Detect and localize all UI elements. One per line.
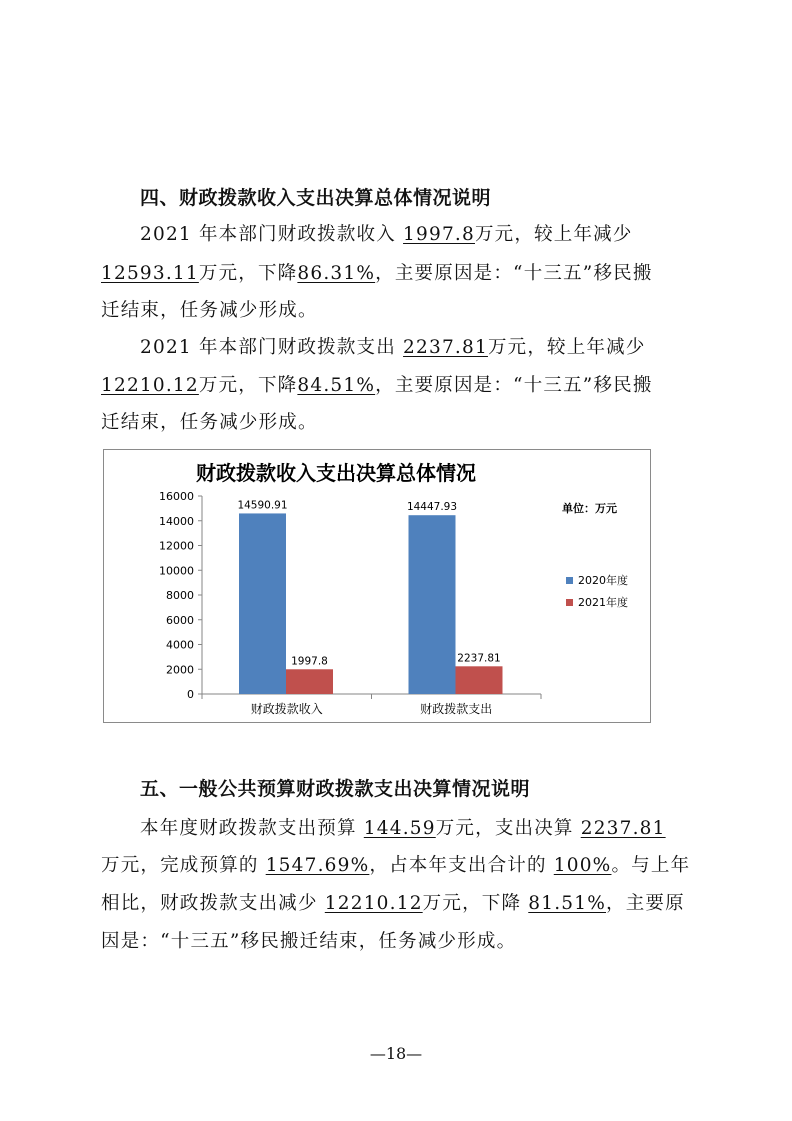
section5-heading: 五、一般公共预算财政拨款支出决算情况说明	[140, 778, 531, 800]
y-tick-label: 16000	[159, 490, 194, 503]
legend-label: 2021年度	[578, 596, 628, 609]
y-tick-label: 10000	[159, 564, 194, 578]
s4-p1-line1: 2021 年本部门财政拨款收入 1997.8万元，较上年减少	[140, 224, 633, 245]
legend-label: 2020年度	[578, 574, 628, 587]
s4-p2-line2: 12210.12万元，下降84.51%，主要原因是：“十三五”移民搬	[101, 375, 653, 396]
s4-expense-decrease: 12210.12	[101, 375, 199, 396]
s5-line2: 万元，完成预算的 1547.69%，占本年支出合计的 100%。与上年	[101, 855, 691, 876]
y-tick-label: 14000	[159, 514, 194, 528]
chart-title: 财政拨款收入支出决算总体情况	[196, 461, 476, 485]
s5-decrease-value: 12210.12	[324, 893, 423, 914]
bar-2021	[456, 666, 503, 694]
s4-income-decrease: 12593.11	[101, 263, 199, 284]
s4-p2-line3: 迁结束，任务减少形成。	[101, 412, 318, 433]
unit-note: 单位：万元	[562, 502, 617, 515]
page-number: —18—	[369, 1044, 423, 1063]
s5-completion-pct: 1547.69%	[265, 855, 370, 876]
s5-line1: 本年度财政拨款支出预算 144.59万元，支出决算 2237.81	[140, 818, 666, 839]
bar-chart	[104, 450, 650, 722]
chart-container	[103, 449, 651, 723]
data-label: 2237.81	[457, 652, 501, 665]
bar-2021	[286, 669, 333, 694]
s5-share-pct: 100%	[553, 855, 612, 876]
s5-line3: 相比，财政拨款支出减少 12210.12万元，下降 81.51%，主要原	[101, 893, 685, 914]
bar-2020	[409, 515, 456, 694]
x-category-label: 财政拨款收入	[250, 702, 323, 716]
s4-expense-value: 2237.81	[403, 337, 488, 358]
y-tick-label: 0	[187, 688, 194, 701]
data-label: 14447.93	[406, 501, 458, 514]
data-label: 1997.8	[291, 655, 328, 668]
s4-expense-pct: 84.51%	[297, 375, 376, 396]
y-tick-label: 4000	[166, 638, 194, 652]
x-category-label: 财政拨款支出	[420, 702, 493, 716]
s5-decrease-pct: 81.51%	[528, 893, 607, 914]
bar-2020	[239, 513, 286, 694]
s4-p2-line1: 2021 年本部门财政拨款支出 2237.81万元，较上年减少	[140, 337, 646, 358]
s4-p1-line3: 迁结束，任务减少形成。	[101, 300, 318, 321]
y-tick-label: 8000	[166, 589, 194, 602]
data-label: 14590.91	[237, 499, 288, 512]
s5-actual-value: 2237.81	[580, 818, 666, 839]
s4-income-value: 1997.8	[403, 224, 475, 245]
s5-budget-value: 144.59	[363, 818, 436, 839]
s5-line4: 因是：“十三五”移民搬迁结束，任务减少形成。	[101, 931, 517, 952]
s4-income-pct: 86.31%	[297, 263, 376, 284]
y-tick-label: 12000	[159, 539, 194, 553]
legend-swatch	[566, 599, 573, 606]
section4-heading: 四、财政拨款收入支出决算总体情况说明	[140, 187, 492, 209]
y-tick-label: 6000	[166, 613, 194, 627]
s4-p1-line2: 12593.11万元，下降86.31%，主要原因是：“十三五”移民搬	[101, 263, 653, 284]
legend-swatch	[566, 577, 573, 584]
y-tick-label: 2000	[166, 663, 194, 677]
